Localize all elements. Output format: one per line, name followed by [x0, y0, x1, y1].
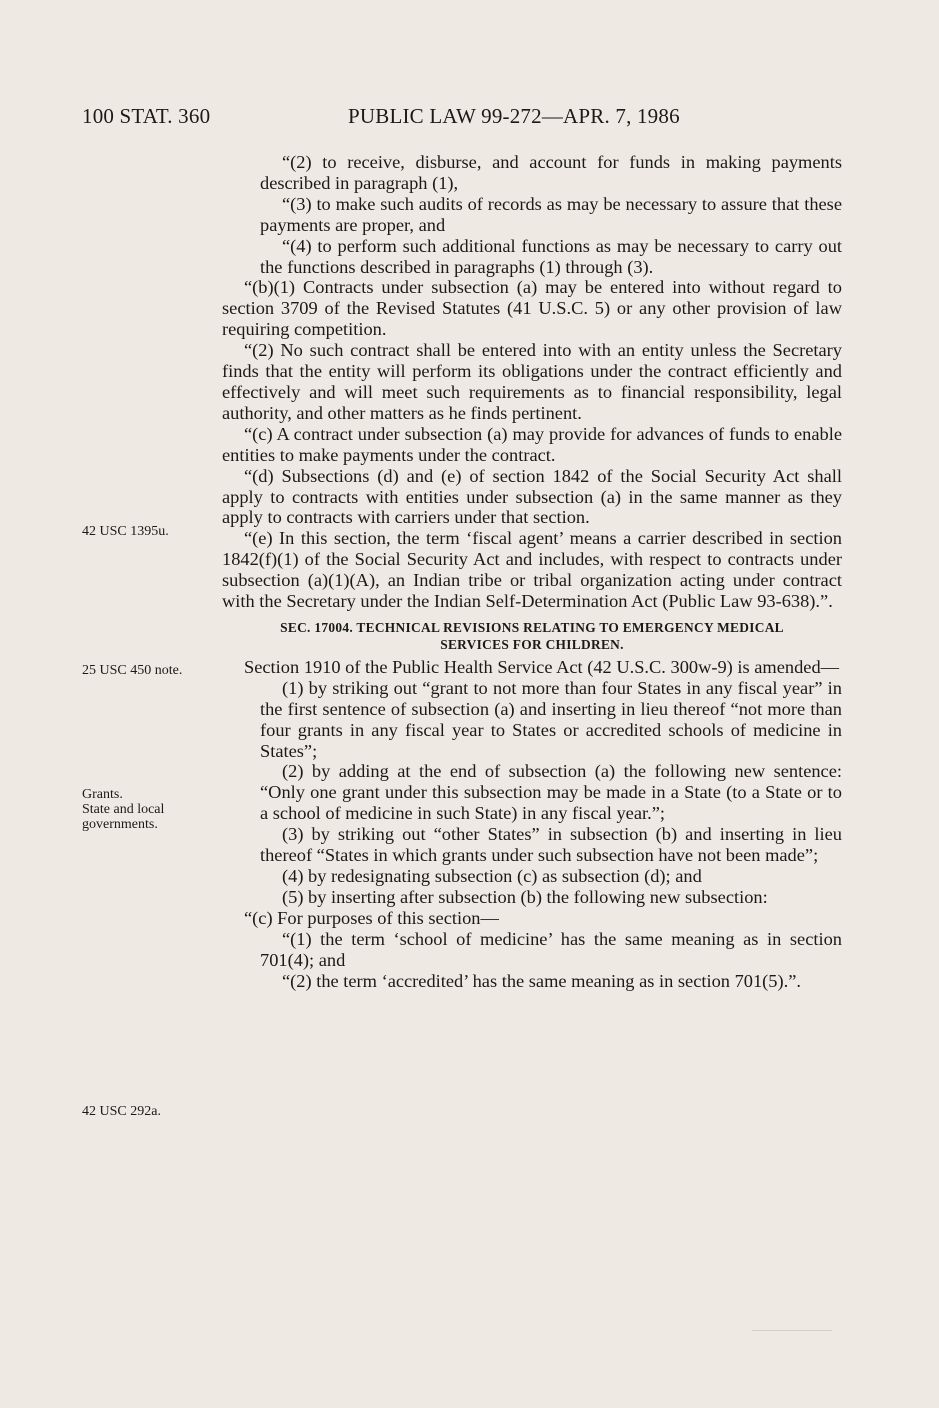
- section-heading: [222, 619, 842, 653]
- section-heading-line-1: SEC. 17004. TECHNICAL REVISIONS RELATING TO EMERGENCY MEDICAL: [280, 619, 784, 635]
- law-title: PUBLIC LAW 99-272—APR. 7, 1986: [348, 104, 680, 128]
- paragraph: (4) by redesignating subsection (c) as subsection (d); and: [282, 866, 702, 886]
- paragraph: “(b)(1) Contracts under subsection (a) may be entered into without regard to section 3709 of the Revised Statutes (41 U.S.C. 5) or any other provision of law requiring competition.: [222, 277, 842, 340]
- paragraph: “(4) to perform such additional functions as may be necessary to carry out the functions described in paragraphs (1) through (3).: [260, 235, 842, 277]
- margin-note-usc-1395u: 42 USC 1395u.: [82, 524, 169, 539]
- paragraph: “(c) A contract under subsection (a) may provide for advances of funds to enable entities to make payments under the contract.: [222, 423, 842, 465]
- stat-reference: 100 STAT. 360: [82, 104, 211, 128]
- section-heading-line-2: SERVICES FOR CHILDREN.: [440, 636, 624, 652]
- margin-note-state-local: State and local: [82, 802, 165, 817]
- paragraph: “(e) In this section, the term ‘fiscal agent’ means a carrier described in section 1842(f)(1) of the Social Security Act and includes, with respect to contracts under subsection (a)(1)(A), an Indian tribe or tribal organization acting under contract with the Secretary under the Indian Self-Determination Act (Public Law 93-638).”.: [222, 528, 842, 612]
- paragraph: (1) by striking out “grant to not more than four States in any fiscal year” in the first sentence of subsection (a) and inserting in lieu thereof “not more than four grants in any fiscal year to States or accredited schools of medicine in States”;: [260, 677, 842, 761]
- paragraph: (3) by striking out “other States” in subsection (b) and inserting in lieu thereof “States in which grants under such subsection have not been made”;: [260, 824, 842, 866]
- paragraph: “(d) Subsections (d) and (e) of section 1842 of the Social Security Act shall apply to contracts with entities under subsection (a) in the same manner as they apply to contracts with carriers under that section.: [222, 465, 842, 528]
- paragraph: “(c) For purposes of this section—: [244, 907, 499, 928]
- paragraph: “(2) No such contract shall be entered into with an entity unless the Secretary finds that the entity will perform its obligations under the contract efficiently and effectively and will meet such requirements as to financial responsibility, legal authority, and other matters as he finds pertinent.: [222, 340, 842, 423]
- paragraph: “(1) the term ‘school of medicine’ has the same meaning as in section 701(4); and: [260, 928, 842, 970]
- paragraph: (2) by adding at the end of subsection (a) the following new sentence: “Only one grant under this subsection may be made in a State (to a State or to a school of medicine in such State) in any fiscal year.”;: [260, 761, 842, 824]
- paragraph: Section 1910 of the Public Health Service Act (42 U.S.C. 300w-9) is amended—: [244, 656, 840, 677]
- document-body: [222, 152, 842, 991]
- margin-note-grants: Grants.: [82, 787, 123, 802]
- paragraph: “(3) to make such audits of records as may be necessary to assure that these payments are proper, and: [260, 193, 842, 235]
- margin-note-usc-292a: 42 USC 292a.: [82, 1104, 161, 1119]
- paragraph: “(2) to receive, disburse, and account for funds in making payments described in paragraph (1),: [260, 152, 842, 193]
- paragraph: “(2) the term ‘accredited’ has the same meaning as in section 701(5).”.: [282, 970, 801, 991]
- footer-rule: [752, 1330, 832, 1331]
- paragraph: (5) by inserting after subsection (b) the following new subsection:: [282, 886, 768, 907]
- margin-note-usc-450: 25 USC 450 note.: [82, 663, 183, 678]
- margin-note-governments: governments.: [82, 817, 158, 832]
